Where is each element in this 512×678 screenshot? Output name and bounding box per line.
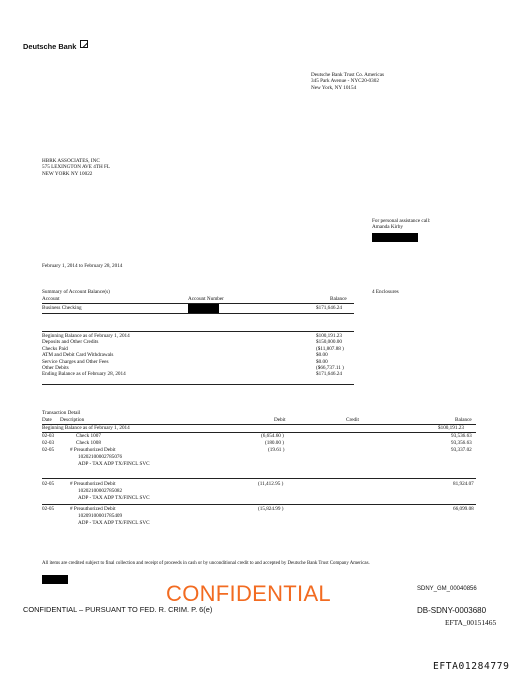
- deutsche-bank-logo-icon: [80, 40, 88, 48]
- assistance-label: For personal assistance call:: [372, 218, 431, 224]
- bank-address: [311, 72, 384, 91]
- row-date: 02-03: [42, 433, 55, 439]
- row-date: 02-05: [42, 447, 55, 453]
- beginning-balance: $100,191.23: [438, 425, 464, 431]
- balance-label: ATM and Debit Card Withdrawals: [42, 352, 114, 359]
- balance-lines: [42, 333, 354, 378]
- pursuant-notice: CONFIDENTIAL – PURSUANT TO FED. R. CRIM. P. 6(e): [23, 605, 213, 614]
- table-row: [42, 506, 476, 532]
- enclosures: 4 Enclosures: [372, 289, 399, 295]
- logo-text: Deutsche Bank: [23, 42, 77, 51]
- balance-value: $0.00: [316, 352, 328, 359]
- bank-address-line: New York, NY 10154: [311, 84, 357, 91]
- balance-value: $0.00: [316, 358, 328, 365]
- col-description: Description: [60, 417, 85, 423]
- row-memo: ADP - TAX ADP TX/FINCL SVC: [78, 461, 150, 467]
- balance-value: ($66,737.11 ): [316, 364, 344, 371]
- table-row: [42, 440, 476, 446]
- beginning-label: Beginning Balance as of February 1, 2014: [42, 425, 130, 431]
- balance-label: Service Charges and Other Fees: [42, 358, 109, 365]
- row-reference: 10209100001785409: [78, 513, 123, 519]
- row-debit: (180.00 ): [265, 440, 285, 446]
- bank-address-line: Deutsche Bank Trust Co. Americas: [311, 72, 385, 78]
- redaction-box: [188, 304, 219, 313]
- row-balance: 93,337.02: [451, 447, 472, 453]
- row-balance: 81,924.07: [453, 481, 474, 487]
- divider: [42, 313, 354, 314]
- row-description: Check 1007: [76, 433, 101, 439]
- table-row: [42, 447, 476, 473]
- divider: [42, 478, 476, 479]
- row-date: 02-03: [42, 440, 55, 446]
- col-debit: Debit: [274, 417, 286, 423]
- row-reference: 10202100002785082: [78, 488, 123, 494]
- account-balance: $171,646.24: [316, 305, 342, 311]
- row-description: # Preauthorized Debit: [70, 506, 116, 512]
- account-name: Business Checking: [42, 305, 82, 311]
- balance-label: Beginning Balance as of February 1, 2014: [42, 333, 130, 339]
- col-credit: Credit: [346, 417, 359, 423]
- col-balance: Balance: [330, 296, 347, 302]
- statement-period: February 1, 2014 to February 28, 2014: [42, 263, 123, 269]
- client-address-line: HBRK ASSOCIATES, INC: [42, 158, 100, 164]
- beginning-row: [42, 425, 476, 431]
- row-description: # Preauthorized Debit: [70, 447, 116, 453]
- bates-db-sdny: DB-SDNY-0003680: [417, 606, 487, 615]
- balance-label: Ending Balance as of February 28, 2014: [42, 371, 126, 378]
- confidential-stamp: CONFIDENTIAL: [166, 581, 331, 606]
- bates-sdny-gm: SDNY_GM_00040856: [417, 586, 477, 592]
- row-debit: (6,654.60 ): [261, 433, 284, 439]
- row-debit: (15,824.99 ): [258, 506, 284, 512]
- client-address-line: NEW YORK NY 10022: [42, 170, 93, 177]
- col-balance: Balance: [455, 417, 472, 423]
- bates-efta-small: EFTA_00151465: [445, 618, 497, 627]
- row-reference: 10202100002785076: [78, 454, 123, 460]
- transactions-header: [42, 417, 476, 423]
- redaction-box: [372, 233, 418, 242]
- row-debit: (19.61 ): [268, 447, 285, 453]
- row-debit: (11,412.95 ): [258, 481, 284, 487]
- balance-value: $100,191.23: [316, 333, 342, 339]
- col-date: Date: [42, 417, 52, 423]
- divider: [42, 331, 354, 332]
- balance-line: [42, 371, 354, 377]
- summary-title: Summary of Account Balance(s): [42, 289, 110, 295]
- row-balance: 93,536.63: [451, 433, 472, 439]
- divider: [42, 384, 354, 385]
- balance-value: $150,000.00: [316, 339, 342, 346]
- client-address: [42, 158, 110, 177]
- bank-address-line: 345 Park Avenue - NYC20-0302: [311, 78, 379, 85]
- balance-label: Deposits and Other Credits: [42, 339, 99, 346]
- row-memo: ADP - TAX ADP TX/FINCL SVC: [78, 495, 150, 501]
- row-date: 02-05: [42, 481, 55, 487]
- col-account-number: Account Number: [188, 296, 224, 302]
- col-account: Account: [42, 296, 60, 302]
- row-balance: 66,099.08: [453, 506, 474, 512]
- table-row: [42, 433, 476, 439]
- balance-label: Other Debits: [42, 364, 69, 371]
- balance-value: $171,646.24: [316, 371, 342, 378]
- balance-value: ($11,807.88 ): [316, 345, 344, 352]
- bates-efta-large: EFTA01284779: [433, 661, 510, 672]
- row-balance: 93,356.63: [451, 440, 472, 446]
- footer-note: All items are credited subject to final collection and receipt of proceeds in cash or by unconditional credit to and accepted by Deutsche Bank Trust Company Americas.: [42, 561, 370, 566]
- balance-label: Checks Paid: [42, 345, 68, 352]
- assistance-block: [372, 218, 430, 231]
- row-description: # Preauthorized Debit: [70, 481, 116, 487]
- divider: [42, 504, 476, 505]
- transactions-title: Transaction Detail: [42, 410, 81, 416]
- assistance-name: Amanda Kirby: [372, 224, 403, 231]
- row-memo: ADP - TAX ADP TX/FINCL SVC: [78, 520, 150, 526]
- row-description: Check 1008: [76, 440, 101, 446]
- client-address-line: 575 LEXINGTON AVE 4TH FL: [42, 164, 111, 171]
- redaction-box: [42, 575, 68, 584]
- row-date: 02-05: [42, 506, 55, 512]
